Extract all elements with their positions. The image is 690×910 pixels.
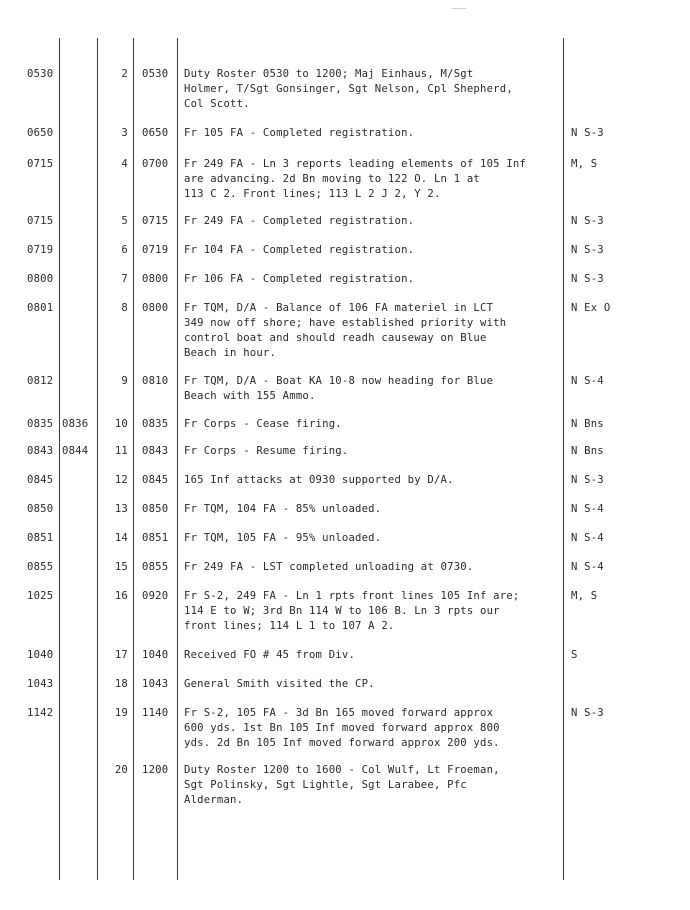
time-of-message: 0845 xyxy=(142,474,169,486)
message-text: Fr 249 FA - Ln 3 reports leading elements of 105 Inf are advancing. 2d Bn moving to 122 O. Ln 1 at 113 C 2. Front lines; 113 L 2 J 2, Y 2. xyxy=(184,158,527,200)
message-text: Fr TQM, 104 FA - 85% unloaded. xyxy=(184,503,382,515)
time-received: 0835 xyxy=(27,418,54,430)
time-received: 0650 xyxy=(27,127,54,139)
serial-number: 16 xyxy=(114,590,128,602)
message-text: General Smith visited the CP. xyxy=(184,678,375,690)
serial-number: 18 xyxy=(114,678,128,690)
time-received: 0812 xyxy=(27,375,54,387)
time-received: 0715 xyxy=(27,215,54,227)
time-of-message: 1140 xyxy=(142,707,169,719)
time-of-message: 0843 xyxy=(142,445,169,457)
message-text: Fr S-2, 105 FA - 3d Bn 165 moved forward approx 600 yds. 1st Bn 105 Inf moved forward approx 800 yds. 2d Bn 105 Inf moved forward approx 200 yds. xyxy=(184,707,500,749)
serial-number: 14 xyxy=(114,532,128,544)
serial-number: 17 xyxy=(114,649,128,661)
action-taken: N S-3 xyxy=(571,474,604,486)
time-of-message: 0719 xyxy=(142,244,169,256)
time-received: 0851 xyxy=(27,532,54,544)
message-text: Duty Roster 0530 to 1200; Maj Einhaus, M/Sgt Holmer, T/Sgt Gonsinger, Sgt Nelson, Cpl Shepherd, Col Scott. xyxy=(184,68,513,110)
time-received: 1025 xyxy=(27,590,54,602)
message-text: Fr S-2, 249 FA - Ln 1 rpts front lines 105 Inf are; 114 E to W; 3rd Bn 114 W to 106 B. Ln 3 rpts our front lines; 114 L 1 to 107 A 2. xyxy=(184,590,520,632)
time-of-message: 0800 xyxy=(142,273,169,285)
time-of-message: 0850 xyxy=(142,503,169,515)
time-of-message: 0715 xyxy=(142,215,169,227)
time-of-message: 0810 xyxy=(142,375,169,387)
time-received: 1043 xyxy=(27,678,54,690)
time-received: 0719 xyxy=(27,244,54,256)
time-out: 0836 xyxy=(62,418,89,430)
serial-number: 6 xyxy=(121,244,128,256)
time-of-message: 0920 xyxy=(142,590,169,602)
action-taken: N Bns xyxy=(571,418,604,430)
message-text: Fr TQM, 105 FA - 95% unloaded. xyxy=(184,532,382,544)
serial-number: 10 xyxy=(114,418,128,430)
time-of-message: 0530 xyxy=(142,68,169,80)
message-text: Fr 249 FA - LST completed unloading at 0730. xyxy=(184,561,474,573)
column-rule xyxy=(177,38,178,880)
time-received: 0850 xyxy=(27,503,54,515)
time-of-message: 1040 xyxy=(142,649,169,661)
time-received: 0715 xyxy=(27,158,54,170)
serial-number: 19 xyxy=(114,707,128,719)
action-taken: N S-4 xyxy=(571,532,604,544)
action-taken: N S-3 xyxy=(571,244,604,256)
time-received: 0800 xyxy=(27,273,54,285)
action-taken: N S-3 xyxy=(571,273,604,285)
serial-number: 2 xyxy=(121,68,128,80)
message-text: Fr 105 FA - Completed registration. xyxy=(184,127,415,139)
action-taken: N S-3 xyxy=(571,127,604,139)
message-text: Fr TQM, D/A - Balance of 106 FA materiel in LCT 349 now off shore; have established priority with control boat and should readh causeway on Blue Beach in hour. xyxy=(184,302,507,359)
serial-number: 7 xyxy=(121,273,128,285)
message-text: Fr 104 FA - Completed registration. xyxy=(184,244,415,256)
action-taken: N S-3 xyxy=(571,707,604,719)
time-received: 1040 xyxy=(27,649,54,661)
message-text: Fr 106 FA - Completed registration. xyxy=(184,273,415,285)
serial-number: 15 xyxy=(114,561,128,573)
serial-number: 11 xyxy=(114,445,128,457)
action-taken: M, S xyxy=(571,158,598,170)
action-taken: N S-3 xyxy=(571,215,604,227)
action-taken: N Bns xyxy=(571,445,604,457)
time-of-message: 1043 xyxy=(142,678,169,690)
time-received: 0530 xyxy=(27,68,54,80)
time-received: 1142 xyxy=(27,707,54,719)
message-text: Received FO # 45 from Div. xyxy=(184,649,356,661)
column-rule xyxy=(133,38,134,880)
serial-number: 20 xyxy=(114,764,128,776)
time-of-message: 1200 xyxy=(142,764,169,776)
time-of-message: 0855 xyxy=(142,561,169,573)
time-out: 0844 xyxy=(62,445,89,457)
serial-number: 12 xyxy=(114,474,128,486)
action-taken: N S-4 xyxy=(571,375,604,387)
serial-number: 3 xyxy=(121,127,128,139)
message-text: Fr Corps - Cease firing. xyxy=(184,418,342,430)
column-rule xyxy=(59,38,60,880)
paper-mark xyxy=(452,8,466,9)
time-received: 0843 xyxy=(27,445,54,457)
column-rule xyxy=(97,38,98,880)
serial-number: 13 xyxy=(114,503,128,515)
action-taken: N Ex O xyxy=(571,302,611,314)
action-taken: S xyxy=(571,649,578,661)
time-of-message: 0851 xyxy=(142,532,169,544)
serial-number: 4 xyxy=(121,158,128,170)
serial-number: 5 xyxy=(121,215,128,227)
message-text: Fr TQM, D/A - Boat KA 10-8 now heading for Blue Beach with 155 Ammo. xyxy=(184,375,494,402)
serial-number: 9 xyxy=(121,375,128,387)
time-of-message: 0700 xyxy=(142,158,169,170)
message-text: Fr Corps - Resume firing. xyxy=(184,445,349,457)
time-of-message: 0650 xyxy=(142,127,169,139)
time-received: 0855 xyxy=(27,561,54,573)
time-of-message: 0800 xyxy=(142,302,169,314)
action-taken: M, S xyxy=(571,590,598,602)
serial-number: 8 xyxy=(121,302,128,314)
time-received: 0801 xyxy=(27,302,54,314)
message-text: Fr 249 FA - Completed registration. xyxy=(184,215,415,227)
action-taken: N S-4 xyxy=(571,561,604,573)
message-text: 165 Inf attacks at 0930 supported by D/A. xyxy=(184,474,454,486)
time-of-message: 0835 xyxy=(142,418,169,430)
action-taken: N S-4 xyxy=(571,503,604,515)
message-text: Duty Roster 1200 to 1600 - Col Wulf, Lt Froeman, Sgt Polinsky, Sgt Lightle, Sgt Larabee, Pfc Alderman. xyxy=(184,764,500,806)
time-received: 0845 xyxy=(27,474,54,486)
